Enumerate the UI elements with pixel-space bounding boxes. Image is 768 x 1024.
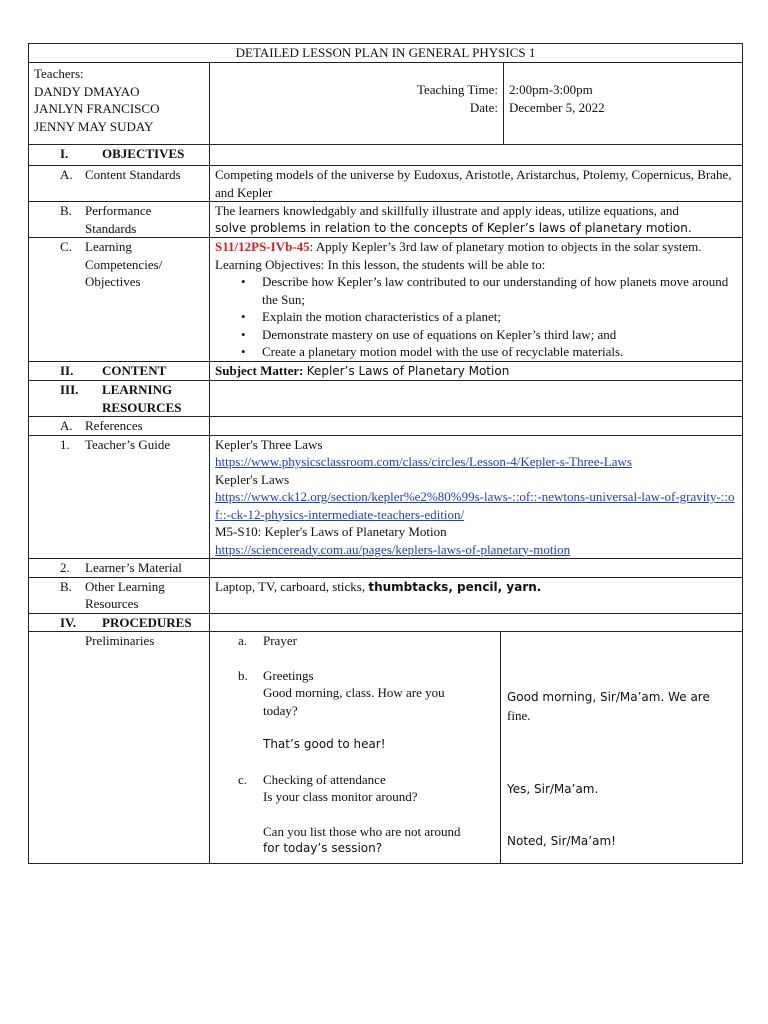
performance-standards-text: The learners knowledgably and skillfully illustrate and apply ideas, utilize equations, and solve problems in relation to the concepts of Kepler’s laws of planetary motion. [210, 202, 743, 238]
student-activity: Good morning, Sir/Ma’am. We are fine. Yes, Sir/Ma’am. Noted, Sir/Ma’am! [507, 690, 710, 848]
content-standards-label: A. Content Standards [29, 166, 210, 202]
content-heading: II. CONTENT [29, 361, 210, 381]
preliminaries-content [210, 632, 743, 864]
learners-material-label: 2. Learner’s Material [29, 559, 210, 578]
lesson-plan-page [28, 43, 742, 864]
subject-matter: Subject Matter: Kepler’s Laws of Planetary Motion [210, 361, 743, 381]
teacher-activity: a. Prayer b. Greetings Good morning, class. How are you today? That’s good to hear! c. Checking of attendance Is your class monitor around? Can you list those who are not around for today’s session? [210, 632, 501, 863]
reference-link[interactable]: https://www.ck12.org/section/kepler%e2%80%99s-laws-::of::-newtons-universal-law-of-gravity-::of::-ck-12-physics-intermediate-teachers-edition/ [215, 489, 735, 522]
reference-link[interactable]: https://scienceready.com.au/pages/keplers-laws-of-planetary-motion [215, 541, 571, 557]
resources-heading: III. LEARNING RESOURCES [29, 381, 210, 417]
teaching-time-value: 2:00pm-3:00pm [509, 82, 593, 97]
competency-code: S11/12PS-IVb-45 [215, 239, 310, 254]
teaching-time-label: Teaching Time: [416, 82, 498, 97]
competency-text: : Apply Kepler’s 3rd law of planetary motion to objects in the solar system. [309, 239, 702, 254]
teachers-guide-content [210, 435, 743, 559]
objectives-heading: I. OBJECTIVES [29, 145, 210, 166]
competencies-label: C. Learning Competencies/ Objectives [29, 238, 210, 362]
other-resources-text: Laptop, TV, carboard, sticks, thumbtacks, pencil, yarn. [210, 577, 743, 613]
teachers-cell [29, 63, 210, 145]
list-item: • Demonstrate mastery on use of equations on Kepler’s third law; and [215, 326, 737, 344]
document-title: DETAILED LESSON PLAN IN GENERAL PHYSICS 1 [29, 44, 743, 63]
other-resources-label: B. Other Learning Resources [29, 577, 210, 613]
reference-link[interactable]: https://www.physicsclassroom.com/class/circles/Lesson-4/Kepler-s-Three-Laws [215, 454, 632, 469]
objectives-intro: Learning Objectives: In this lesson, the students will be able to: [215, 256, 546, 272]
date-value: December 5, 2022 [509, 99, 605, 115]
objectives-list [215, 273, 737, 361]
date-label: Date: [469, 99, 498, 115]
teachers-guide-label: 1. Teacher’s Guide [29, 435, 210, 559]
teacher-name: JENNY MAY SUDAY [34, 118, 154, 134]
teacher-name: JANLYN FRANCISCO [34, 101, 160, 116]
schedule-cell [210, 63, 743, 145]
reference-title: M5-S10: Kepler's Laws of Planetary Motion [215, 524, 447, 539]
list-item: • Explain the motion characteristics of a planet; [215, 308, 737, 326]
content-standards-text: Competing models of the universe by Eudoxus, Aristotle, Aristarchus, Ptolemy, Copernicus, Brahe, and Kepler [210, 166, 743, 202]
teacher-name: DANDY DMAYAO [34, 83, 140, 99]
performance-standards-label: B. Performance Standards [29, 202, 210, 238]
competencies-content [210, 238, 743, 362]
preliminaries-label: Preliminaries [29, 632, 210, 864]
references-label: A. References [29, 417, 210, 436]
reference-title: Kepler's Laws [215, 471, 290, 487]
lesson-plan-table [28, 43, 743, 864]
reference-title: Kepler's Three Laws [215, 436, 323, 452]
procedures-heading: IV. PROCEDURES [29, 613, 210, 632]
list-item: • Create a planetary motion model with the use of recyclable materials. [215, 343, 737, 361]
teachers-label: Teachers: [34, 66, 84, 81]
list-item: • Describe how Kepler’s law contributed to our understanding of how planets move around the Sun; [215, 273, 737, 308]
